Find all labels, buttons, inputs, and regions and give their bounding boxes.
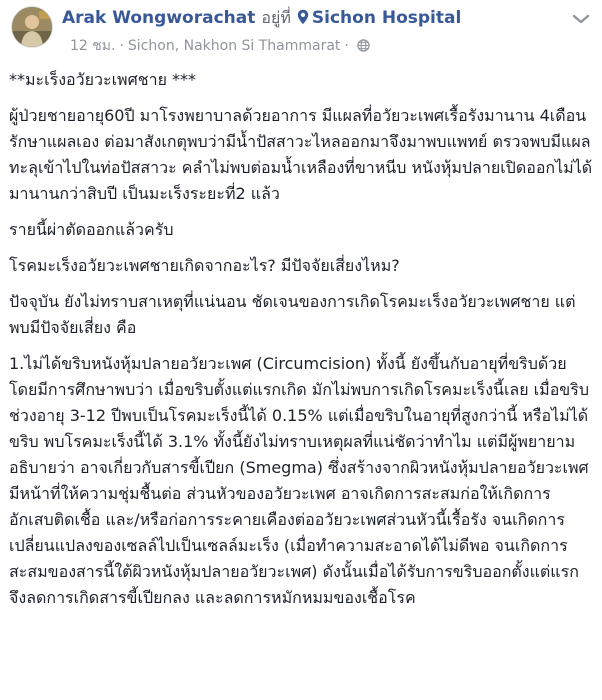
post-paragraph: ผู้ป่วยชายอายุ60ปี มาโรงพยาบาลด้วยอาการ มีแผลที่อวัยวะเพศเรื้อรังมานาน 4เดือน รักษาแผลเอง ต่อมาสังเกตุพบว่ามีน้ำปัสสาวะไหลออกมาจึงมาพบแพทย์ ตรวจพบมีแผลทะลุเข้าไปในท่อปัสสาวะ คลำไม่พบต่อมน้ำเหลืองที่ขาหนีบ หนังหุ้มปลายเปิดออกไม่ได้มานานกว่าสิบปี เป็นมะเร็งระยะที่2 แล้ว (9, 106, 593, 203)
place-link[interactable]: Sichon Hospital (311, 8, 462, 28)
location-pin-icon (297, 9, 309, 31)
post-paragraph: 1.ไม่ได้ขริบหนังหุ้มปลายอวัยวะเพศ (Circumcision) ทั้งนี้ ยังขึ้นกับอายุที่ขริบด้วย โดยมีการศึกษาพบว่า เมื่อขริบตั้งแต่แรกเกิด มักไม่พบการเกิดโรคมะเร็งนี้เลย เมื่อขริบช่วงอายุ 3-12 ปีพบเป็นโรคมะเร็งนี้ได้ 0.15% แต่เมื่อขริบในอายุที่สูงกว่านี้ หรือไม่ได้ขริบ พบโรคมะเร็งนี้ได้ 3.1% ทั้งนี้ยังไม่ทราบเหตุผลที่แน่ชัดว่าทำไม แต่มีผู้พยายามอธิบายว่า อาจเกี่ยวกับสารขี้เปียก (Smegma) ซึ่งสร้างจากผิวหนังหุ้มปลายอวัยวะเพศ มีหน้าที่ให้ความชุ่มชื้นต่อ ส่วนหัวของอวัยวะเพศ อาจเกิดการสะสมก่อให้เกิดการอักเสบติดเชื้อ และ/หรือก่อการระคายเคืองต่ออวัยวะเพศส่วนหัวนี้เรื้อรัง จนเกิดการเปลี่ยนแปลงของเซลล์ไปเป็นเซลล์มะเร็ง (เมื่อทำความสะอาดได้ไม่ดีพอ จนเกิดการสะสมของสารนี้ใต้ผิวหนังหุ้มปลายอวัยวะเพศ) ดังนั้นเมื่อได้รับการขริบออกตั้งแต่แรก จึงลดการเกิดสารขี้เปียกลง และลดการหมักหมมของเชื้อโรค (9, 354, 589, 607)
avatar-photo-icon (12, 7, 52, 47)
post-timestamp[interactable]: 12 ชม. (70, 38, 116, 54)
post-title-line (62, 7, 461, 31)
post-body (9, 67, 594, 619)
globe-icon[interactable] (357, 39, 370, 57)
meta-separator-2: · (344, 38, 349, 54)
post-paragraph: รายนี้ผ่าตัดออกแล้วครับ (9, 220, 174, 239)
post-paragraph: โรคมะเร็งอวัยวะเพศชายเกิดจากอะไร? มีปัจจัยเสี่ยงไหม? (9, 256, 400, 275)
post-paragraph: ปัจจุบัน ยังไม่ทราบสาเหตุที่แน่นอน ชัดเจนของการเกิดโรคมะเร็งอวัยวะเพศชาย แต่พบมีปัจจัยเสี่ยง คือ (9, 292, 576, 337)
author-name[interactable]: Arak Wongworachat (62, 8, 256, 28)
author-avatar[interactable] (11, 6, 53, 48)
post-paragraph-heading: **มะเร็งอวัยวะเพศชาย *** (9, 70, 197, 89)
post-location[interactable]: Sichon, Nakhon Si Thammarat (127, 38, 341, 54)
post-meta (70, 37, 370, 57)
meta-separator: · (119, 38, 124, 54)
post-menu-chevron-down-icon[interactable] (572, 10, 590, 22)
at-word: อยู่ที่ (261, 8, 291, 27)
chevron-down-icon (572, 13, 590, 25)
post-header (0, 0, 602, 66)
